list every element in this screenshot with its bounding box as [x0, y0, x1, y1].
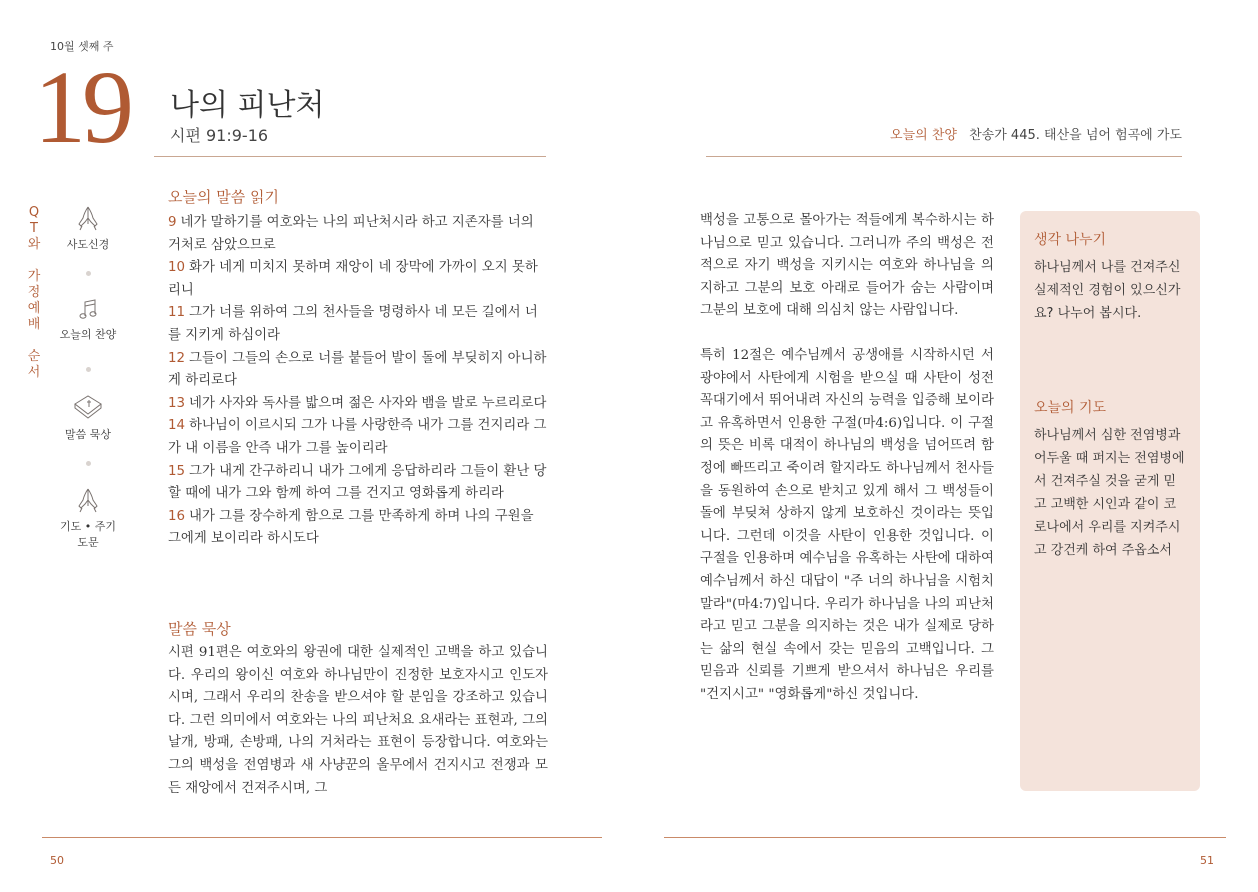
prayer-text: 하나님께서 심한 전염병과 어두울 때 퍼지는 전염병에서 건져주실 것을 굳게 믿고 고백한 시인과 같이 코로나에서 우리를 지켜주시고 강건케 하여 주옵소서: [1034, 428, 1185, 558]
verse: [168, 415, 548, 460]
divider: [706, 156, 1182, 157]
verse-number: 9: [168, 215, 177, 230]
divider: [154, 156, 546, 157]
verse-number: 14: [168, 418, 186, 434]
verse: [168, 257, 548, 302]
page-number-left: 50: [50, 854, 64, 867]
verse: [168, 302, 548, 347]
verse-text: 네가 말하기를 여호와는 나의 피난처시라 하고 지존자를 너의 거처로 삼았으므로: [168, 215, 534, 253]
page-title: 나의 피난처: [170, 88, 325, 123]
music-note-icon: [77, 298, 99, 322]
prayer-heading: 오늘의 기도: [1034, 400, 1107, 416]
sidebar-item-label: 기도 • 주기도문: [60, 520, 116, 549]
verse-text: 그가 너를 위하여 그의 천사들을 명령하사 네 모든 길에서 너를 지키게 하심이라: [168, 305, 538, 343]
bible-icon: [72, 392, 104, 422]
separator-dot: [86, 271, 91, 276]
praying-hands-icon: [75, 204, 101, 232]
praying-hands-icon: [75, 486, 101, 514]
sharing-text: 하나님께서 나를 건져주신 실제적인 경험이 있으신가요? 나누어 봅시다.: [1034, 260, 1181, 321]
meditation-heading: 말씀 묵상: [168, 620, 231, 638]
verse-number: 11: [168, 305, 186, 321]
hymn-info: [890, 124, 1182, 143]
meditation-continued: [700, 210, 994, 728]
vertical-section-label: Q T 와 가 정 예 배 순 서: [27, 205, 41, 380]
meditation-paragraph: 백성을 고통으로 몰아가는 적들에게 복수하시는 하나님으로 믿고 있습니다. 그러니까 주의 백성은 전적으로 자기 백성을 지키시는 여호와 하나님을 의지하고 그분의 보호 아래로 들어가 숨는 사람이며 그분의 보호에 대해 의심치 않는 사람입니다.: [700, 213, 994, 319]
sidebar-item-label: 사도신경: [66, 238, 110, 251]
hymn-label: 오늘의 찬양: [890, 128, 957, 143]
verse-text: 네가 사자와 독사를 밟으며 젊은 사자와 뱀을 발로 누르리로다: [189, 395, 547, 411]
verse-text: 화가 네게 미치지 못하며 재앙이 네 장막에 가까이 오지 못하리니: [168, 260, 538, 298]
sidebar-item-meditation: [56, 392, 120, 442]
sidebar-item-creed: [56, 204, 120, 252]
week-label: 10월 셋째 주: [50, 40, 114, 53]
verse: [168, 461, 548, 506]
hymn-text: 찬송가 445. 태산을 넘어 험곡에 가도: [969, 128, 1182, 143]
verse: [168, 506, 548, 551]
footer-rule: [664, 837, 1226, 838]
discussion-box: [1020, 211, 1200, 791]
verse-list: [168, 212, 548, 551]
sidebar-item-prayer: [56, 486, 120, 550]
sidebar-item-hymn: [56, 298, 120, 342]
verse-number: 16: [168, 508, 186, 524]
verse: [168, 348, 548, 393]
verse-number: 15: [168, 463, 186, 479]
separator-dot: [86, 461, 91, 466]
separator-dot: [86, 367, 91, 372]
verse: [168, 393, 548, 416]
verse: [168, 212, 548, 257]
verse-number: 10: [168, 260, 186, 276]
verse-number: 12: [168, 350, 186, 366]
sharing-heading: 생각 나누기: [1034, 232, 1107, 248]
day-number: 19: [34, 50, 130, 165]
scripture-reference: 시편 91:9-16: [170, 126, 269, 145]
reading-heading: 오늘의 말씀 읽기: [168, 188, 279, 206]
meditation-text: 시편 91편은 여호와의 왕권에 대한 실제적인 고백을 하고 있습니다. 우리의 왕이신 여호와 하나님만이 진정한 보호자시고 인도자시며, 그래서 우리의 찬송을 받으셔야 할 분임을 강조하고 있습니다. 그런 의미에서 여호와는 나의 피난처요 요새라는 표현과, 그의 날개, 방패, 손방패, 나의 거처라는 표현이 등장합니다. 여호와는 그의 백성을 전염병과 새 사냥꾼의 올무에서 건지시고 전쟁과 모든 재앙에서 건져주시며, 그: [168, 645, 548, 796]
sidebar-item-label: 오늘의 찬양: [59, 328, 117, 341]
verse-text: 내가 그를 장수하게 함으로 그를 만족하게 하며 나의 구원을 그에게 보이리라 하시도다: [168, 508, 534, 547]
verse-text: 하나님이 이르시되 그가 나를 사랑한즉 내가 그를 건지리라 그가 내 이름을 안즉 내가 그를 높이리라: [168, 418, 547, 456]
page-number-right: 51: [1200, 854, 1214, 867]
verse-number: 13: [168, 395, 186, 411]
sidebar-item-label: 말씀 묵상: [64, 428, 111, 441]
meditation-paragraph: 특히 12절은 예수님께서 공생애를 시작하시던 서 광야에서 사탄에게 시험을 받으실 때 사탄이 성전 꼭대기에서 뛰어내려 자신의 능력을 입증해 보이라고 유혹하면서 인용한 구절(마4:6)입니다. 이 구절의 뜻은 비록 대적이 하나님의 백성을 넘어뜨려 함정에 빠뜨리고 죽이려 할지라도 하나님께서 천사들을 동원하여 손으로 받치고 있게 해서 그 백성들이 돌에 부딪쳐 상하지 않게 보호하신 것이라는 뜻입니다. 그런데 이것을 사탄이 인용한 것입니다. 이 구절을 인용하며 예수님을 유혹하는 사탄에 대하여 예수님께서 하신 대답이 "주 너의 하나님을 시험치 말라"(마4:7)입니다. 우리가 하나님을 나의 피난처라고 믿고 그분을 의지하는 것은 내가 실제로 당하는 삶의 현실 속에서 갖는 믿음의 고백입니다. 그 믿음과 신뢰를 기쁘게 받으셔서 하나님은 우리를 "건지시고" "영화롭게"하신 것입니다.: [700, 347, 994, 702]
footer-rule: [42, 837, 602, 838]
verse-text: 그가 내게 간구하리니 내가 그에게 응답하리라 그들이 환난 당할 때에 내가 그와 함께 하여 그를 건지고 영화롭게 하리라: [168, 463, 547, 502]
verse-text: 그들이 그들의 손으로 너를 붙들어 발이 돌에 부딪히지 아니하게 하리로다: [168, 350, 547, 389]
